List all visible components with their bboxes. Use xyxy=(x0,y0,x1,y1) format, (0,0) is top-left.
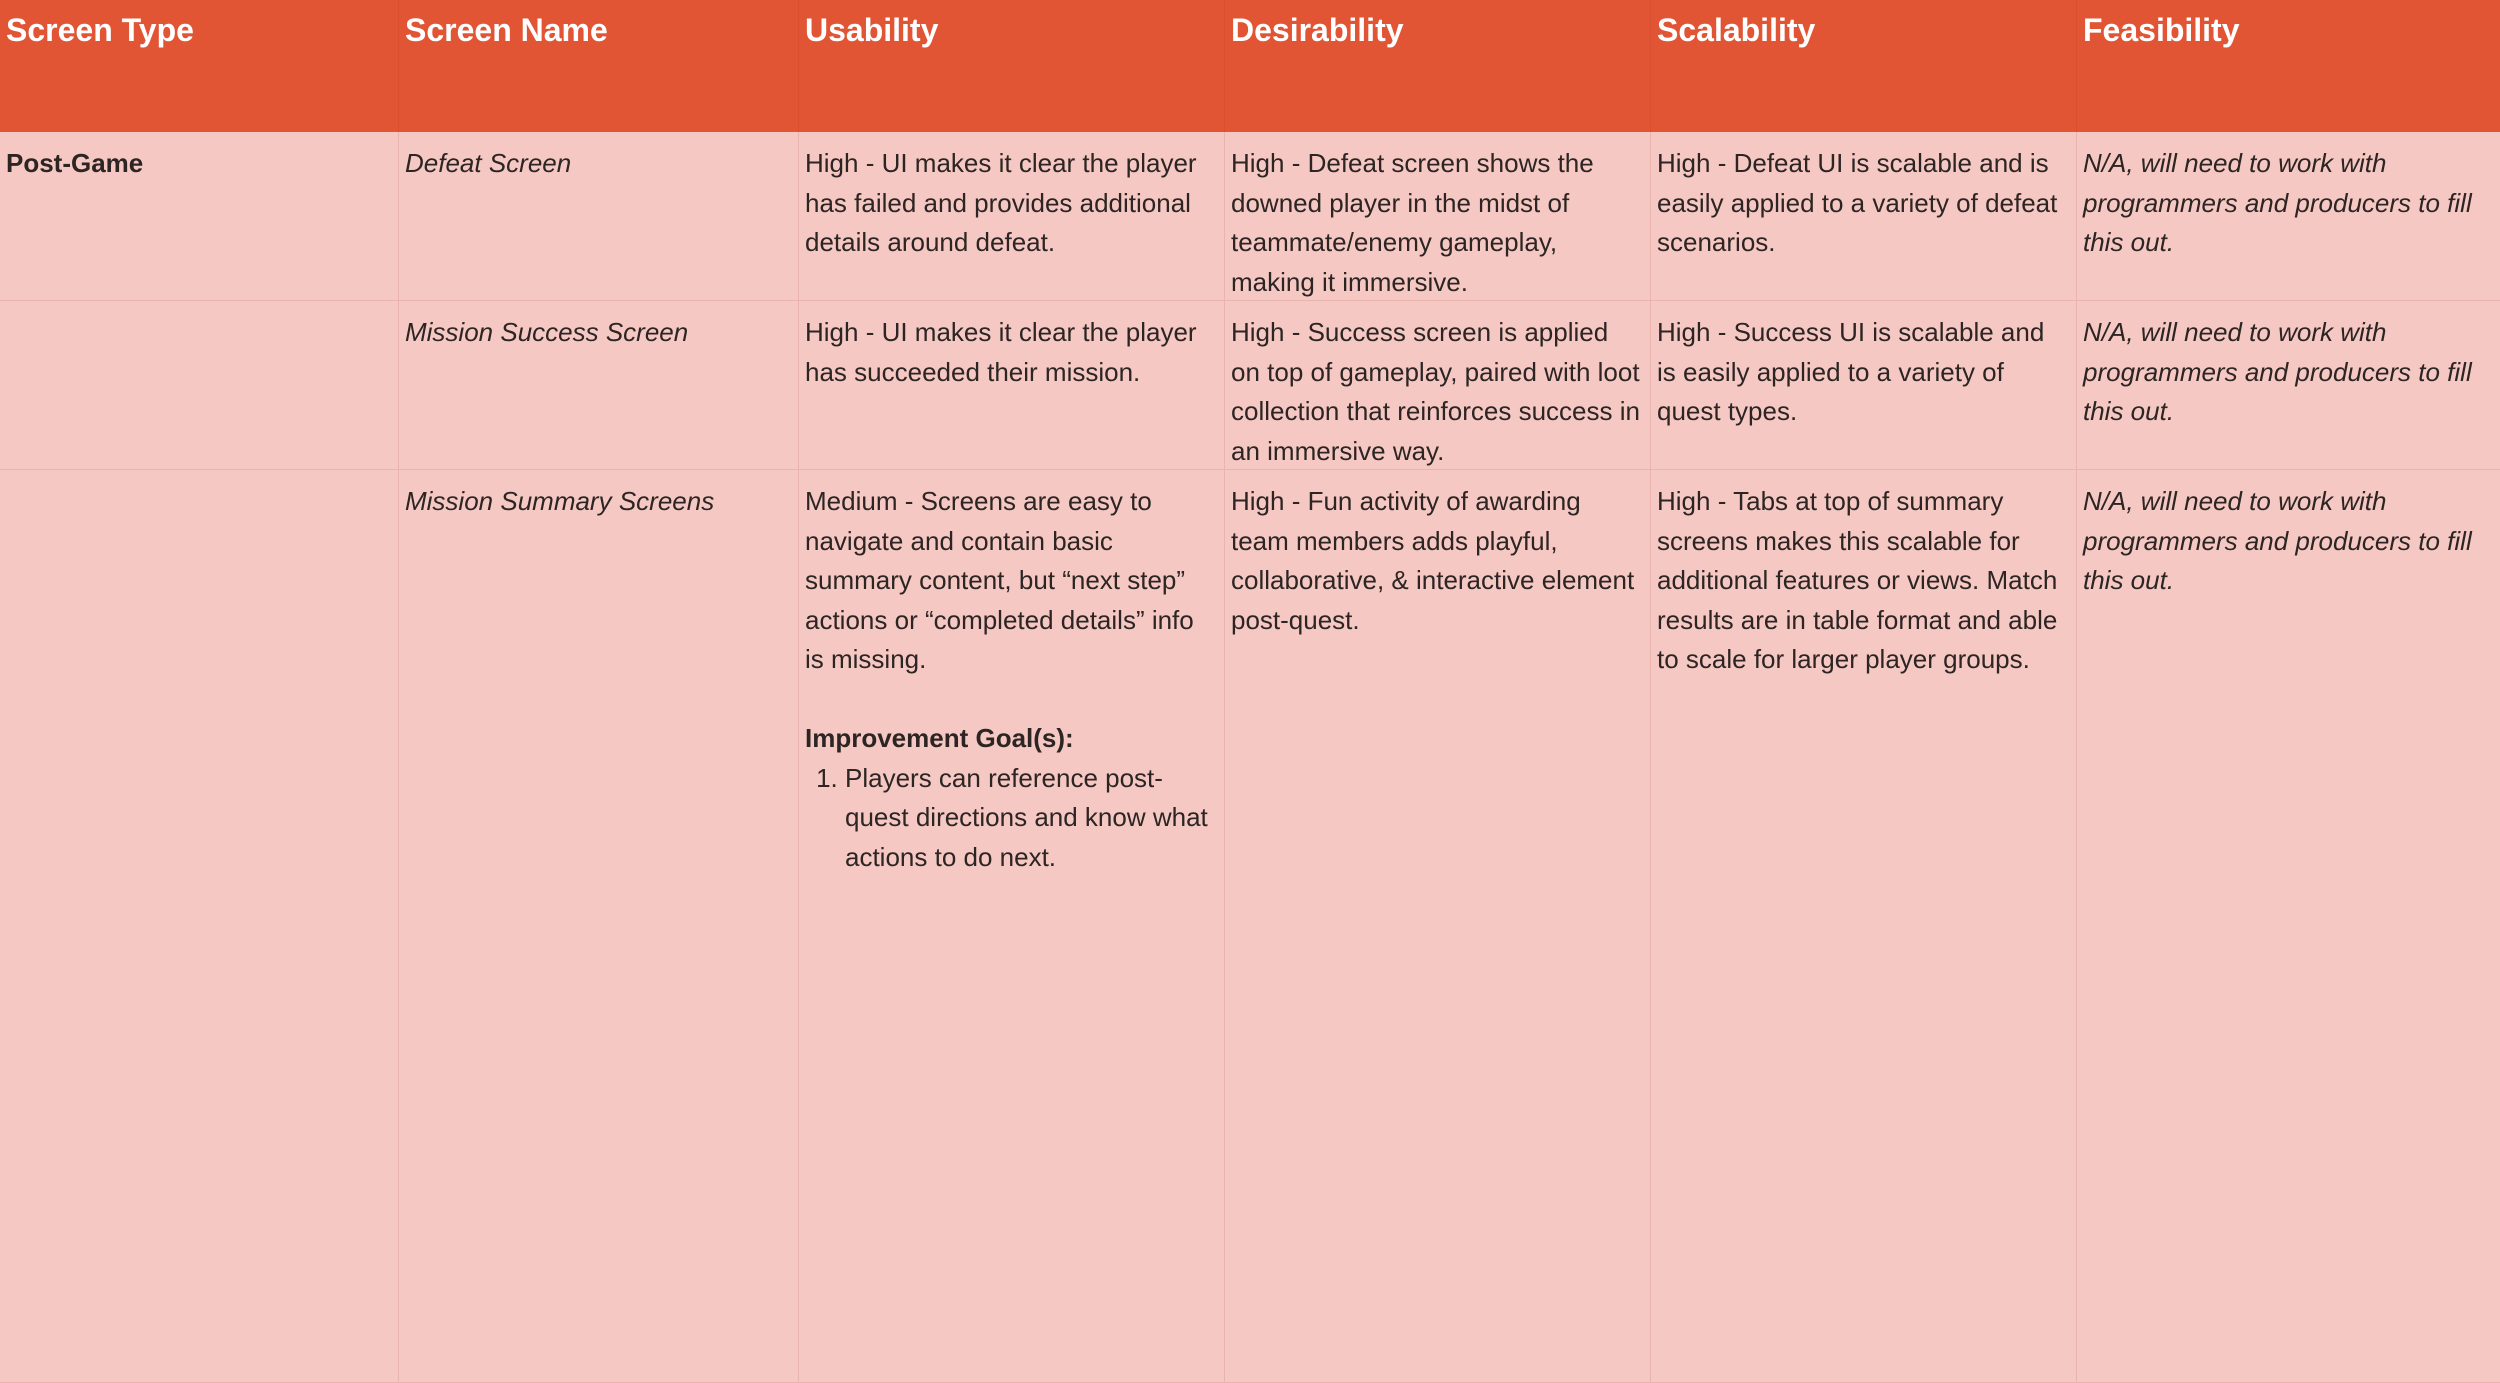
cell-desirability[interactable]: High - Success screen is applied on top of gameplay, paired with loot collection that reinforces success in an immersive way. xyxy=(1225,301,1651,470)
header-screen-name[interactable]: Screen Name xyxy=(399,0,799,132)
improvement-goal-item: 1. Players can reference post-quest directions and know what actions to do next. xyxy=(845,759,1218,878)
cell-scalability[interactable]: High - Defeat UI is scalable and is easily applied to a variety of defeat scenarios. xyxy=(1651,132,2077,301)
cell-desirability[interactable]: High - Defeat screen shows the downed player in the midst of teammate/enemy gameplay, making it immersive. xyxy=(1225,132,1651,301)
cell-screen-name[interactable]: Mission Summary Screens xyxy=(399,470,799,1383)
cell-scalability[interactable]: High - Success UI is scalable and is easily applied to a variety of quest types. xyxy=(1651,301,2077,470)
cell-usability[interactable]: High - UI makes it clear the player has succeeded their mission. xyxy=(799,301,1225,470)
cell-usability[interactable]: High - UI makes it clear the player has failed and provides additional details around defeat. xyxy=(799,132,1225,301)
improvement-goals-list xyxy=(805,759,1218,878)
cell-feasibility[interactable]: N/A, will need to work with programmers and producers to fill this out. xyxy=(2077,470,2500,1383)
usability-text: Medium - Screens are easy to navigate and contain basic summary content, but “next step” actions or “completed details” info is missing. xyxy=(805,486,1194,674)
improvement-goals-title: Improvement Goal(s): xyxy=(805,723,1074,753)
cell-desirability[interactable]: High - Fun activity of awarding team members adds playful, collaborative, & interactive element post-quest. xyxy=(1225,470,1651,1383)
header-screen-type[interactable]: Screen Type xyxy=(0,0,399,132)
cell-feasibility[interactable]: N/A, will need to work with programmers and producers to fill this out. xyxy=(2077,132,2500,301)
header-scalability[interactable]: Scalability xyxy=(1651,0,2077,132)
header-usability[interactable]: Usability xyxy=(799,0,1225,132)
cell-usability[interactable] xyxy=(799,470,1225,1383)
cell-screen-type[interactable] xyxy=(0,301,399,470)
cell-screen-name[interactable]: Defeat Screen xyxy=(399,132,799,301)
header-feasibility[interactable]: Feasibility xyxy=(2077,0,2500,132)
cell-screen-name[interactable]: Mission Success Screen xyxy=(399,301,799,470)
cell-screen-type[interactable] xyxy=(0,470,399,1383)
cell-screen-type[interactable]: Post-Game xyxy=(0,132,399,301)
cell-feasibility[interactable]: N/A, will need to work with programmers and producers to fill this out. xyxy=(2077,301,2500,470)
header-desirability[interactable]: Desirability xyxy=(1225,0,1651,132)
cell-scalability[interactable]: High - Tabs at top of summary screens makes this scalable for additional features or views. Match results are in table format and able to scale for larger player groups. xyxy=(1651,470,2077,1383)
